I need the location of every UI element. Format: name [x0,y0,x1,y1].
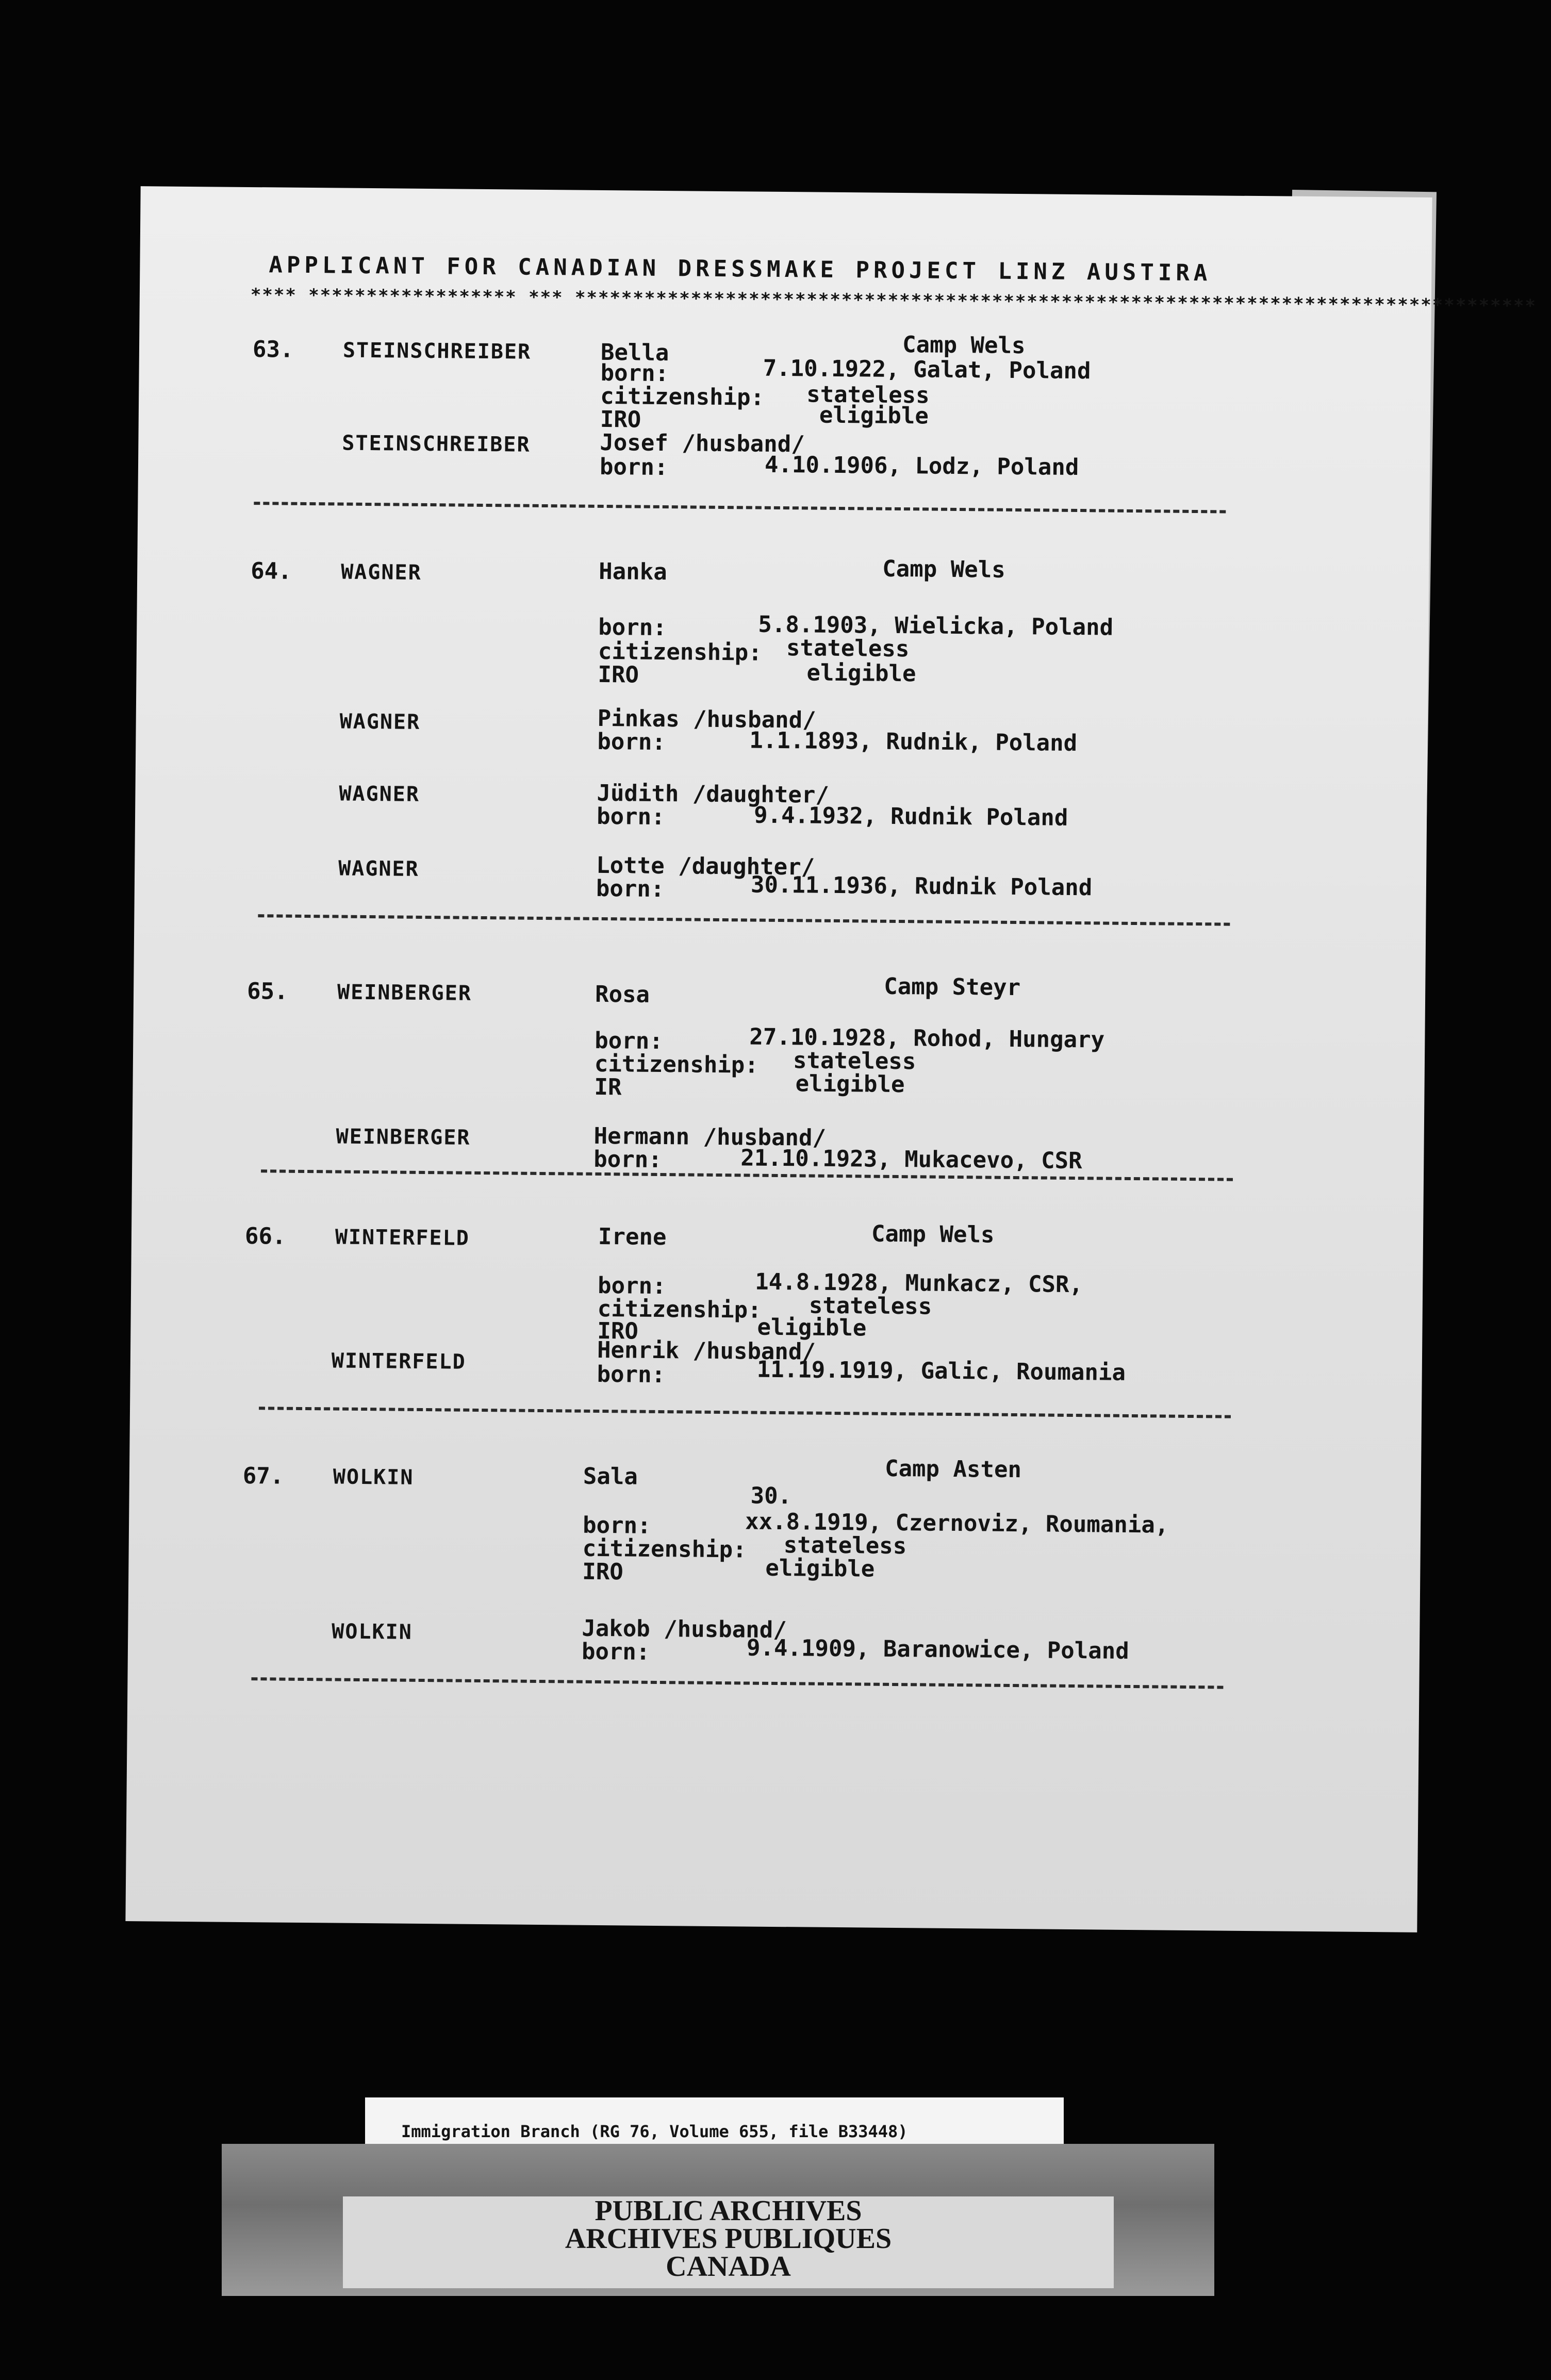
citizenship-label: citizenship: [594,1050,759,1079]
family-born-label: born: [596,875,665,903]
applicant-surname: STEINSCHREIBER [342,338,532,364]
family-born-value: 9.4.1932, Rudnik Poland [753,802,1068,831]
iro-value: eligible [795,1070,905,1098]
family-given-name: Josef /husband/ [600,429,805,458]
iro-label: IRO [582,1558,624,1585]
family-born-label: born: [597,1361,666,1389]
iro-value: eligible [757,1314,867,1342]
entry-separator [258,914,1230,930]
citizenship-label: citizenship: [582,1535,747,1563]
applicant-camp: Camp Wels [902,332,1026,359]
iro-label: IRO [600,406,641,433]
entry-number: 67. [242,1462,284,1490]
entry-number: 65. [246,978,288,1005]
born-value: 7.10.1922, Galat, Poland [763,355,1091,385]
citizenship-label: citizenship: [597,1295,762,1324]
family-born-label: born: [597,728,666,756]
entry-65 [134,973,1425,1175]
archives-stamp [343,2196,1114,2288]
entry-separator [254,502,1226,517]
entry-67 [129,1455,1421,1665]
family-born-label: born: [599,453,668,481]
family-given-name: Hermann /husband/ [593,1122,827,1151]
iro-label: IR [594,1073,622,1101]
family-given-name: Pinkas /husband/ [597,705,816,734]
document-heading: APPLICANT FOR CANADIAN DRESSMAKE PROJECT LINZ AUSTIRA [269,252,1212,287]
document-page [125,186,1537,1932]
citizenship-value: stateless [786,635,910,663]
family-born-label: born: [581,1638,650,1665]
entry-separator [259,1407,1231,1422]
family-given-name: Jakob /husband/ [582,1615,787,1644]
entry-number: 64. [251,558,292,585]
family-surname: WOLKIN [332,1619,412,1644]
citizenship-label: citizenship: [600,383,765,411]
family-born-label: born: [596,803,665,831]
citizenship-value: stateless [783,1532,907,1560]
applicant-surname: WINTERFELD [335,1225,470,1250]
born-label: born: [597,1272,666,1300]
iro-value: eligible [819,402,929,429]
born-label: born: [595,1027,663,1055]
entry-63 [139,332,1431,481]
family-given-name: Lotte /daughter/ [596,852,815,881]
family-surname: WAGNER [338,856,419,881]
applicant-surname: WOLKIN [333,1465,414,1490]
family-surname: WINTERFELD [331,1349,466,1374]
stamp-line-3: CANADA [666,2251,791,2283]
entry-separator [251,1677,1223,1693]
born-date-correction: 30. [750,1482,792,1510]
born-value: 5.8.1903, Wielicka, Poland [758,611,1114,641]
stamp-line-2: ARCHIVES PUBLIQUES [565,2223,892,2255]
born-label: born: [598,614,667,641]
family-given-name: Jüdith /daughter/ [597,780,830,808]
family-surname: WEINBERGER [336,1125,471,1150]
born-label: born: [600,359,669,387]
iro-label: IRO [598,661,639,688]
family-born-value: 11.19.1919, Galic, Roumania [756,1356,1126,1386]
born-value: 27.10.1928, Rohod, Hungary [749,1023,1105,1053]
entry-separator [261,1169,1233,1185]
reference-text: Immigration Branch (RG 76, Volume 655, file B33448) [401,2122,908,2141]
family-surname: WAGNER [339,782,420,806]
entry-64 [137,555,1429,903]
applicant-camp: Camp Wels [882,555,1005,583]
applicant-camp: Camp Steyr [884,973,1021,1001]
family-born-label: born: [593,1146,662,1174]
applicant-surname: WAGNER [341,560,422,585]
applicant-given-name: Sala [583,1463,638,1490]
entry-66 [131,1220,1423,1389]
citizenship-value: stateless [793,1047,916,1075]
applicant-given-name: Hanka [599,558,667,586]
entry-number: 63. [252,336,294,363]
applicant-given-name: Irene [598,1223,667,1251]
applicant-given-name: Bella [600,339,669,367]
family-born-value: 9.4.1909, Baranowice, Poland [746,1634,1129,1664]
applicant-given-name: Rosa [595,981,650,1008]
asterisk-rule: **** ****************** *** *********************************************************************************** [250,285,1537,317]
applicant-camp: Camp Wels [871,1220,995,1248]
family-born-value: 4.10.1906, Lodz, Poland [764,451,1079,481]
iro-value: eligible [806,659,916,687]
born-label: born: [582,1512,651,1539]
citizenship-value: stateless [808,1292,932,1320]
family-surname: WAGNER [339,709,421,734]
applicant-camp: Camp Asten [884,1455,1022,1483]
applicant-surname: WEINBERGER [337,980,472,1005]
family-surname: STEINSCHREIBER [342,431,531,457]
stamp-line-1: PUBLIC ARCHIVES [595,2195,862,2227]
entry-number: 66. [244,1222,286,1250]
family-born-value: 1.1.1893, Rudnik, Poland [749,727,1078,757]
citizenship-label: citizenship: [598,638,762,666]
born-value: 14.8.1928, Munkacz, CSR, [755,1268,1083,1298]
citizenship-value: stateless [806,381,930,409]
iro-value: eligible [765,1555,875,1582]
family-given-name: Henrik /husband/ [597,1336,816,1365]
family-born-value: 30.11.1936, Rudnik Poland [750,871,1093,901]
born-value: xx.8.1919, Czernoviz, Roumania, [745,1508,1169,1539]
iro-label: IRO [597,1317,639,1345]
family-born-value: 21.10.1923, Mukacevo, CSR [740,1145,1082,1175]
